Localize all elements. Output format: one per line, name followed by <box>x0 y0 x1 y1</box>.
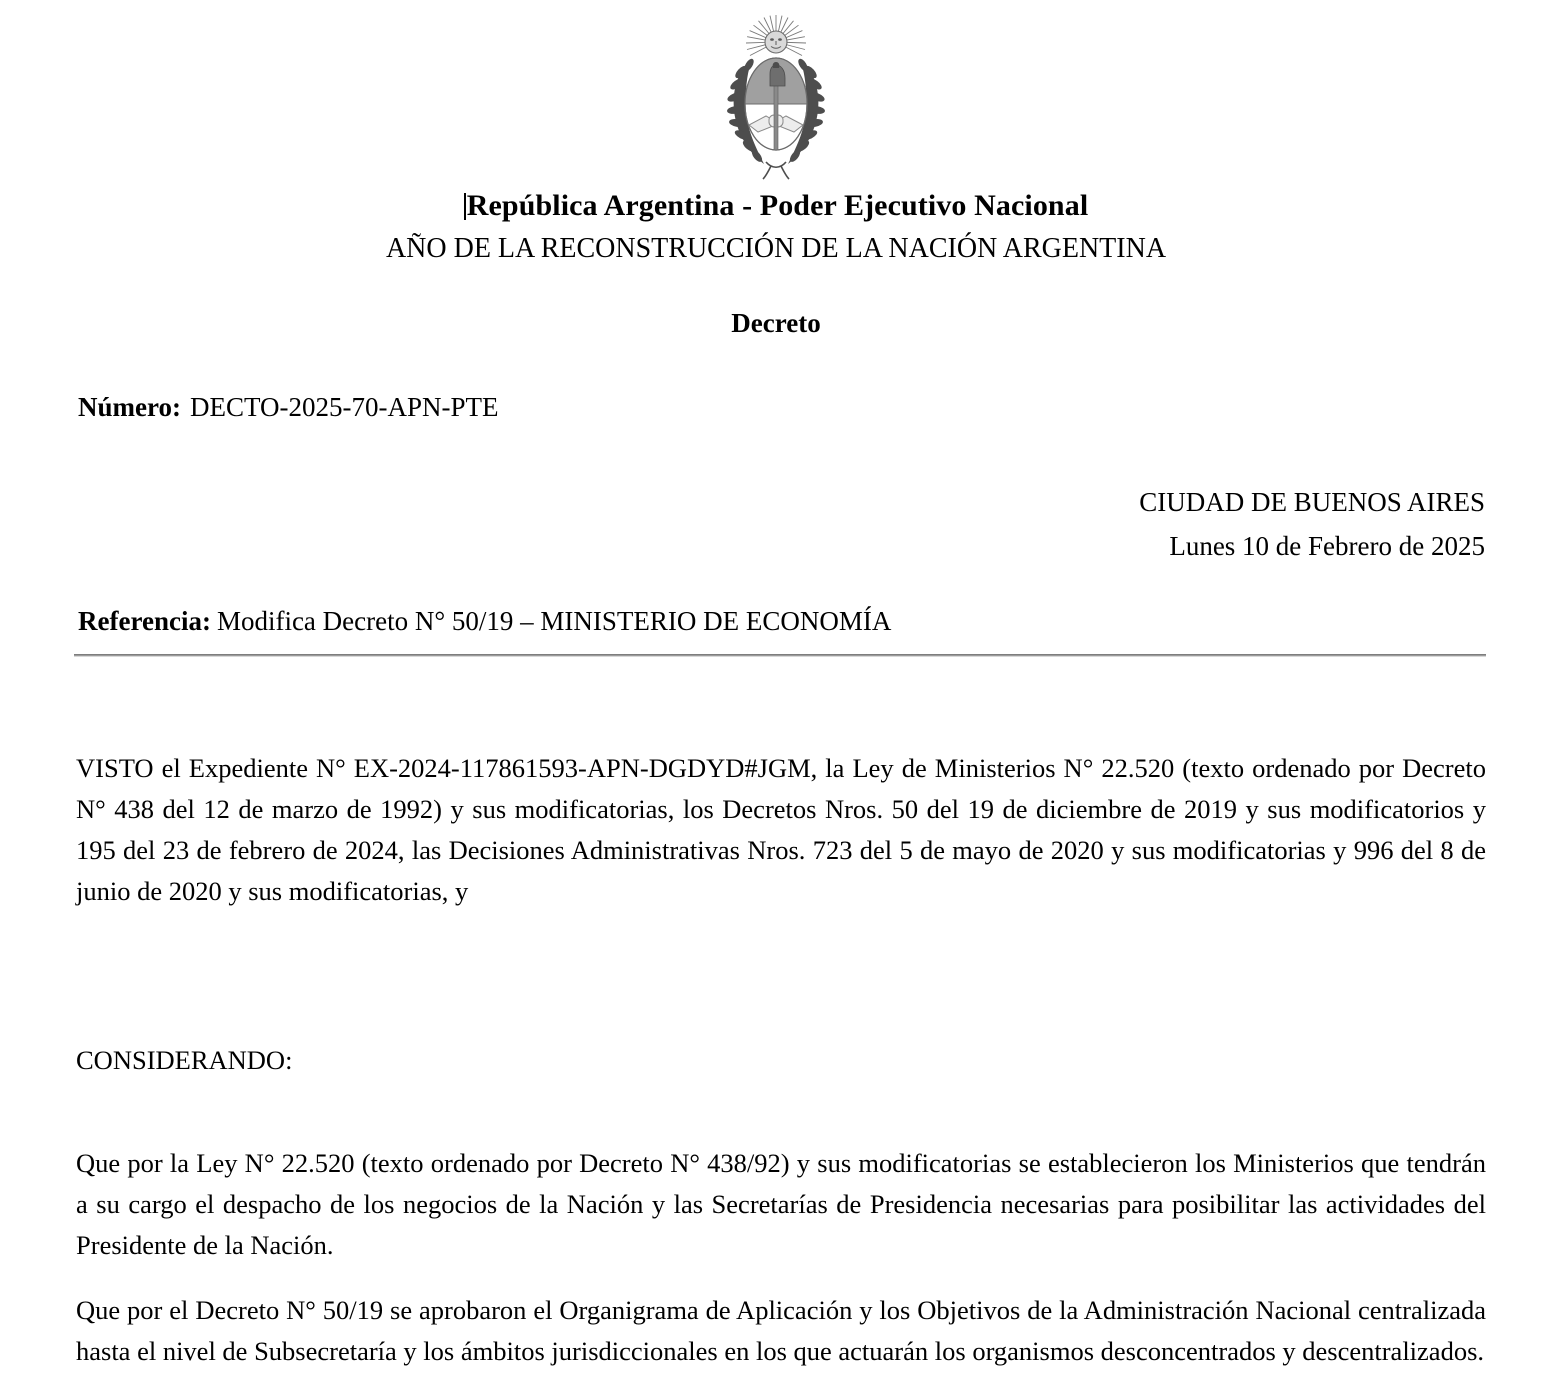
referencia-label: Referencia: <box>78 606 211 636</box>
considerando-paragraph-1: Que por la Ley N° 22.520 (texto ordenado por Decreto N° 438/92) y sus modificatorias se establecieron los Ministerios que tendrán a su cargo el despacho de los negocios de la Nación y las Secretarías de Presidencia necesarias para posibilitar las actividades del Presidente de la Nación. <box>76 1148 1486 1260</box>
year-slogan: AÑO DE LA RECONSTRUCCIÓN DE LA NACIÓN ARGENTINA <box>385 233 1167 264</box>
visto-paragraph: VISTO el Expediente N° EX-2024-117861593-APN-DGDYD#JGM, la Ley de Ministerios N° 22.520 (texto ordenado por Decreto N° 438 del 12 de marzo de 1992) y sus modificatorias, los Decretos Nros. 50 del 19 de diciembre de 2019 y sus modificatorios y 195 del 23 de febrero de 2024, las Decisiones Administrativas Nros. 723 del 5 de mayo de 2020 y sus modificatorias y 996 del 8 de junio de 2020 y sus modificatorias, y <box>76 753 1486 906</box>
place-and-date <box>1139 480 1485 568</box>
coat-of-arms-container <box>0 12 1552 187</box>
document-type-title: Decreto <box>731 308 821 338</box>
document-header <box>0 186 1552 269</box>
numero-label: Número: <box>78 392 181 422</box>
spacer <box>76 1266 1486 1290</box>
argentine-coat-of-arms-icon <box>716 12 836 182</box>
considerando-heading: CONSIDERANDO: <box>76 1045 293 1075</box>
organization-line <box>0 186 1552 226</box>
spacer <box>76 1081 1486 1143</box>
considerando-paragraph-2: Que por el Decreto N° 50/19 se aprobaron el Organigrama de Aplicación y los Objetivos de la Administración Nacional centralizada hasta el nivel de Subsecretaría y los ámbitos jurisdiccionales en los que actuarán los organismos desconcentrados y descentralizados. <box>76 1295 1486 1366</box>
city-text: CIUDAD DE BUENOS AIRES <box>1139 487 1485 517</box>
referencia-field <box>78 606 891 637</box>
date-text: Lunes 10 de Febrero de 2025 <box>1169 531 1485 561</box>
document-body <box>76 748 1486 1372</box>
text-cursor-caret <box>464 193 466 220</box>
header-divider-rule <box>74 654 1486 657</box>
spacer <box>76 912 1486 1040</box>
organization-text: República Argentina - Poder Ejecutivo Nacional <box>466 189 1089 222</box>
referencia-value: Modifica Decreto N° 50/19 – MINISTERIO DE ECONOMÍA <box>216 606 892 636</box>
numero-field <box>78 392 498 423</box>
numero-value: DECTO-2025-70-APN-PTE <box>189 392 499 422</box>
